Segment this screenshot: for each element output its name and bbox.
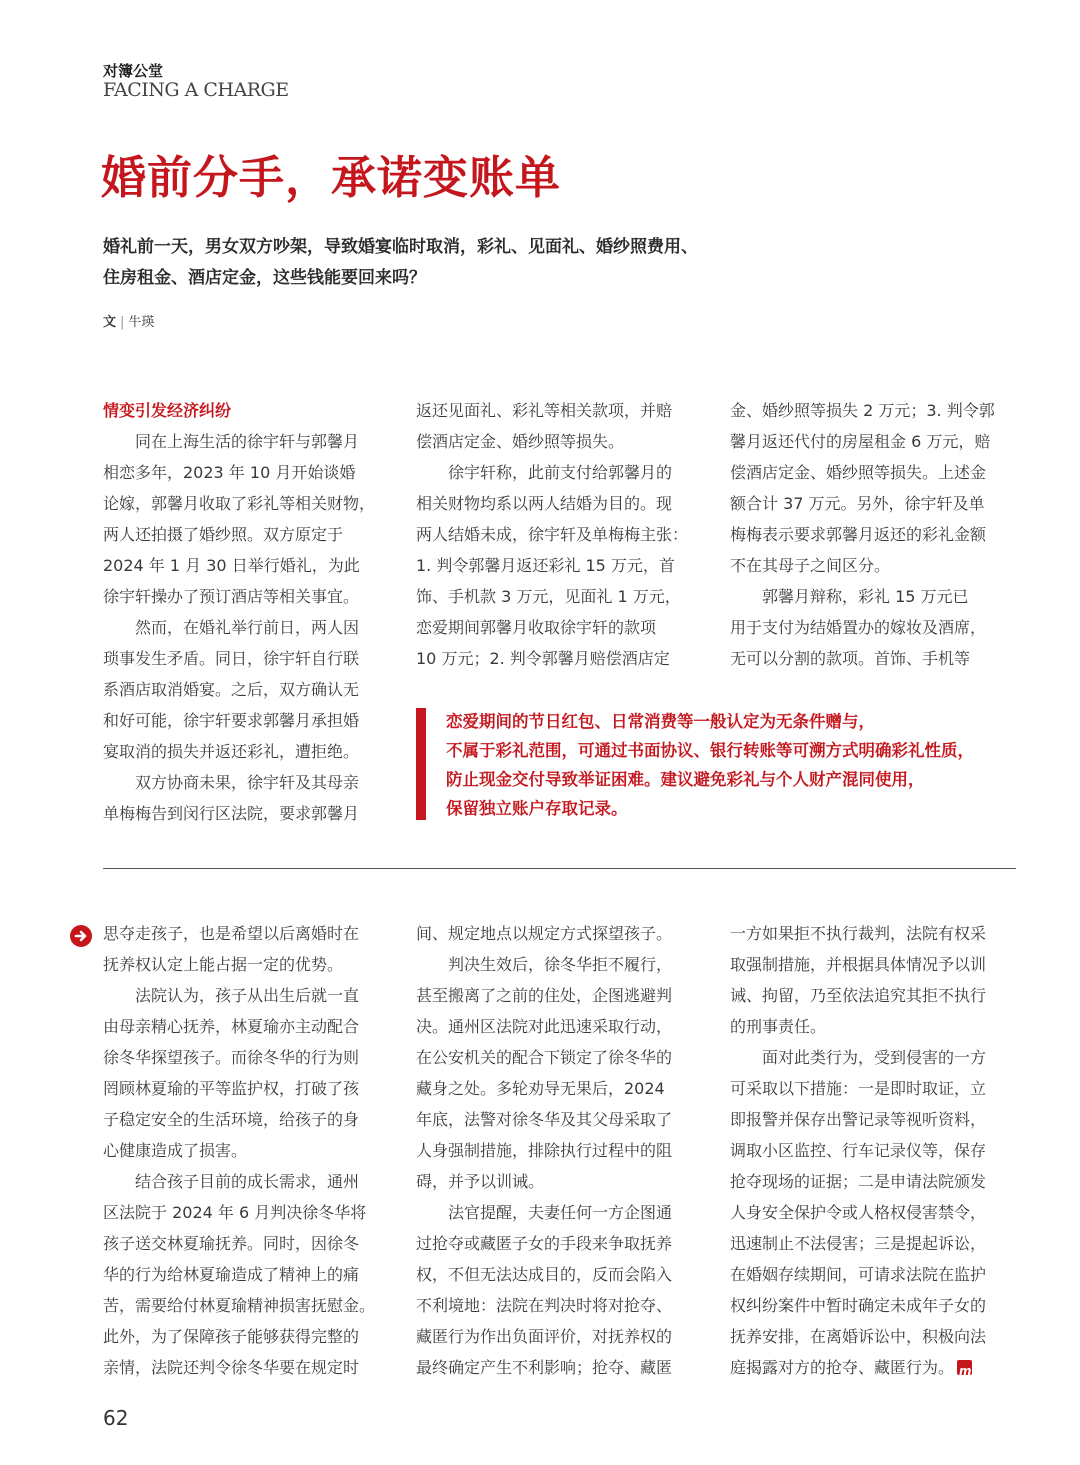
text-line: 郭馨月辩称，彩礼 15 万元已 [730, 587, 969, 606]
text-line: 额合计 37 万元。另外，徐宇轩及单 [730, 494, 985, 513]
text-line: 间、规定地点以规定方式探望孩子。 [416, 924, 673, 943]
text-line: 甚至搬离了之前的住处，企图逃避判 [416, 986, 673, 1005]
text-line: 偿酒店定金、婚纱照等损失。上述金 [730, 463, 987, 482]
text-line: 此外，为了保障孩子能够获得完整的 [103, 1327, 360, 1346]
article-title: 婚前分手，承诺变账单 [101, 151, 562, 204]
text-line: 取强制措施，并根据具体情况予以训 [730, 955, 987, 974]
text-line: 罔顾林夏瑜的平等监护权，打破了孩 [103, 1079, 360, 1098]
article-column-5 [416, 918, 701, 1383]
article-lead [103, 232, 743, 294]
text-line: 面对此类行为，受到侵害的一方 [730, 1048, 987, 1067]
text-line: 心健康造成了损害。 [103, 1141, 248, 1160]
text-line: 保留独立账户存取记录。 [446, 799, 628, 818]
article-column-4 [103, 918, 388, 1383]
text-line: 两人结婚未成，徐宇轩及单梅梅主张： [416, 525, 689, 544]
section-label-en: FACING A CHARGE [103, 79, 289, 101]
text-line: 论嫁，郭馨月收取了彩礼等相关财物， [103, 494, 376, 513]
byline-author: 牛瑛 [128, 315, 155, 330]
text-line: 决。通州区法院对此迅速采取行动， [416, 1017, 673, 1036]
text-line: 抚养权认定上能占据一定的优势。 [103, 955, 344, 974]
text-line: 的刑事责任。 [730, 1017, 827, 1036]
text-line: 在婚姻存续期间，可请求法院在监护 [730, 1265, 987, 1284]
text-line: 最终确定产生不利影响；抢夺、藏匿 [416, 1358, 673, 1377]
text-line: 人身安全保护令或人格权侵害禁令， [730, 1203, 987, 1222]
text-line: 法官提醒，夫妻任何一方企图通 [416, 1203, 673, 1222]
text-line: 抢夺现场的证据；二是申请法院颁发 [730, 1172, 987, 1191]
section-label-cn: 对簿公堂 [103, 62, 164, 80]
end-mark-glyph: m [959, 1364, 972, 1378]
text-line: 恋爱期间郭馨月收取徐宇轩的款项 [416, 618, 657, 637]
text-line: 无可以分割的款项。首饰、手机等 [730, 649, 971, 668]
text-line: 诫、拘留，乃至依法追究其拒不执行 [730, 986, 987, 1005]
text-line: 子稳定安全的生活环境，给孩子的身 [103, 1110, 360, 1129]
text-line: 金、婚纱照等损失 2 万元；3. 判令郭 [730, 401, 995, 420]
article-column-2 [416, 395, 701, 674]
text-line: 区法院于 2024 年 6 月判决徐冬华将 [103, 1203, 367, 1222]
arrow-right-icon [70, 925, 92, 947]
text-line: 徐宇轩操办了预订酒店等相关事宜。 [103, 587, 360, 606]
text-line: 华的行为给林夏瑜造成了精神上的痛 [103, 1265, 360, 1284]
text-line: 法院认为，孩子从出生后就一直 [103, 986, 360, 1005]
text-line: 不利境地：法院在判决时将对抢夺、 [416, 1296, 673, 1315]
text-line: 馨月返还代付的房屋租金 6 万元，赔 [730, 432, 991, 451]
text-line: 判决生效后，徐冬华拒不履行， [416, 955, 673, 974]
text-line: 和好可能，徐宇轩要求郭馨月承担婚 [103, 711, 360, 730]
article-column-1 [103, 395, 388, 829]
text-line: 梅梅表示要求郭馨月返还的彩礼金额 [730, 525, 987, 544]
text-line: 亲情，法院还判令徐冬华要在规定时 [103, 1358, 360, 1377]
text-line: 同在上海生活的徐宇轩与郭馨月 [103, 432, 360, 451]
text-line: 徐冬华探望孩子。而徐冬华的行为则 [103, 1048, 360, 1067]
text-line: 人身强制措施，排除执行过程中的阻 [416, 1141, 673, 1160]
text-line: 相关财物均系以两人结婚为目的。现 [416, 494, 673, 513]
text-line: 孩子送交林夏瑜抚养。同时，因徐冬 [103, 1234, 360, 1253]
text-line: 藏身之处。多轮劝导无果后，2024 [416, 1079, 665, 1098]
section-divider [103, 868, 1016, 869]
text-line: 在公安机关的配合下锁定了徐冬华的 [416, 1048, 673, 1067]
text-line: 迅速制止不法侵害；三是提起诉讼， [730, 1234, 987, 1253]
text-line: 年底，法警对徐冬华及其父母采取了 [416, 1110, 673, 1129]
text-line: 可采取以下措施：一是即时取证，立 [730, 1079, 987, 1098]
text-line: 庭揭露对方的抢夺、藏匿行为。 m [730, 1352, 1015, 1383]
text-line: 过抢夺或藏匿子女的手段来争取抚养 [416, 1234, 673, 1253]
text-line: 琐事发生矛盾。同日，徐宇轩自行联 [103, 649, 360, 668]
text-line: 然而，在婚礼举行前日，两人因 [103, 618, 360, 637]
text-line: 用于支付为结婚置办的嫁妆及酒席， [730, 618, 987, 637]
text-line: 结合孩子目前的成长需求，通州 [103, 1172, 360, 1191]
text-line: 由母亲精心抚养，林夏瑜亦主动配合 [103, 1017, 360, 1036]
article-column-3 [730, 395, 1015, 674]
text-line: 宴取消的损失并返还彩礼，遭拒绝。 [103, 742, 360, 761]
text-line: 相恋多年，2023 年 10 月开始谈婚 [103, 463, 356, 482]
text-line: 双方协商未果，徐宇轩及其母亲 [103, 773, 360, 792]
text-line: 防止现金交付导致举证困难。建议避免彩礼与个人财产混同使用， [446, 770, 925, 789]
article-column-6 [730, 918, 1015, 1383]
lead-line: 婚礼前一天，男女双方吵架，导致婚宴临时取消，彩礼、见面礼、婚纱照费用、 [103, 237, 698, 257]
text-line: 藏匿行为作出负面评价，对抚养权的 [416, 1327, 673, 1346]
byline-label: 文 [103, 315, 117, 330]
text-line: 系酒店取消婚宴。之后，双方确认无 [103, 680, 360, 699]
text-line: 饰、手机款 3 万元，见面礼 1 万元， [416, 587, 681, 606]
byline [103, 311, 154, 330]
text-line: 思夺走孩子，也是希望以后离婚时在 [103, 924, 360, 943]
text-line: 单梅梅告到闵行区法院，要求郭馨月 [103, 804, 360, 823]
text-line: 权，不但无法达成目的，反而会陷入 [416, 1265, 673, 1284]
text-line: 10 万元；2. 判令郭馨月赔偿酒店定 [416, 649, 670, 668]
pull-quote [446, 707, 974, 823]
page-number: 62 [103, 1406, 129, 1430]
text-line: 徐宇轩称，此前支付给郭馨月的 [416, 463, 673, 482]
byline-separator: | [120, 315, 125, 330]
text-line: 碍，并予以训诫。 [416, 1172, 545, 1191]
text-line: 一方如果拒不执行裁判，法院有权采 [730, 924, 987, 943]
end-mark-icon [957, 1360, 972, 1378]
text-line: 恋爱期间的节日红包、日常消费等一般认定为无条件赠与， [446, 712, 875, 731]
text-line: 不在其母子之间区分。 [730, 556, 891, 575]
text-line: 苦，需要给付林夏瑜精神损害抚慰金。 [103, 1296, 376, 1315]
text-line: 2024 年 1 月 30 日举行婚礼，为此 [103, 556, 360, 575]
text-line: 不属于彩礼范围，可通过书面协议、银行转账等可溯方式明确彩礼性质， [446, 741, 974, 760]
text-line: 两人还拍摄了婚纱照。双方原定于 [103, 525, 344, 544]
text-line: 返还见面礼、彩礼等相关款项，并赔 [416, 401, 673, 420]
text-line: 1. 判令郭馨月返还彩礼 15 万元，首 [416, 556, 675, 575]
text-line: 偿酒店定金、婚纱照等损失。 [416, 432, 625, 451]
pull-quote-bar [416, 708, 426, 820]
lead-line: 住房租金、酒店定金，这些钱能要回来吗？ [103, 268, 426, 288]
text-line: 调取小区监控、行车记录仪等，保存 [730, 1141, 987, 1160]
text-line: 即报警并保存出警记录等视听资料， [730, 1110, 987, 1129]
text-line: 权纠纷案件中暂时确定未成年子女的 [730, 1296, 987, 1315]
text-line: 抚养安排，在离婚诉讼中，积极向法 [730, 1327, 987, 1346]
subhead: 情变引发经济纠纷 [103, 401, 232, 420]
